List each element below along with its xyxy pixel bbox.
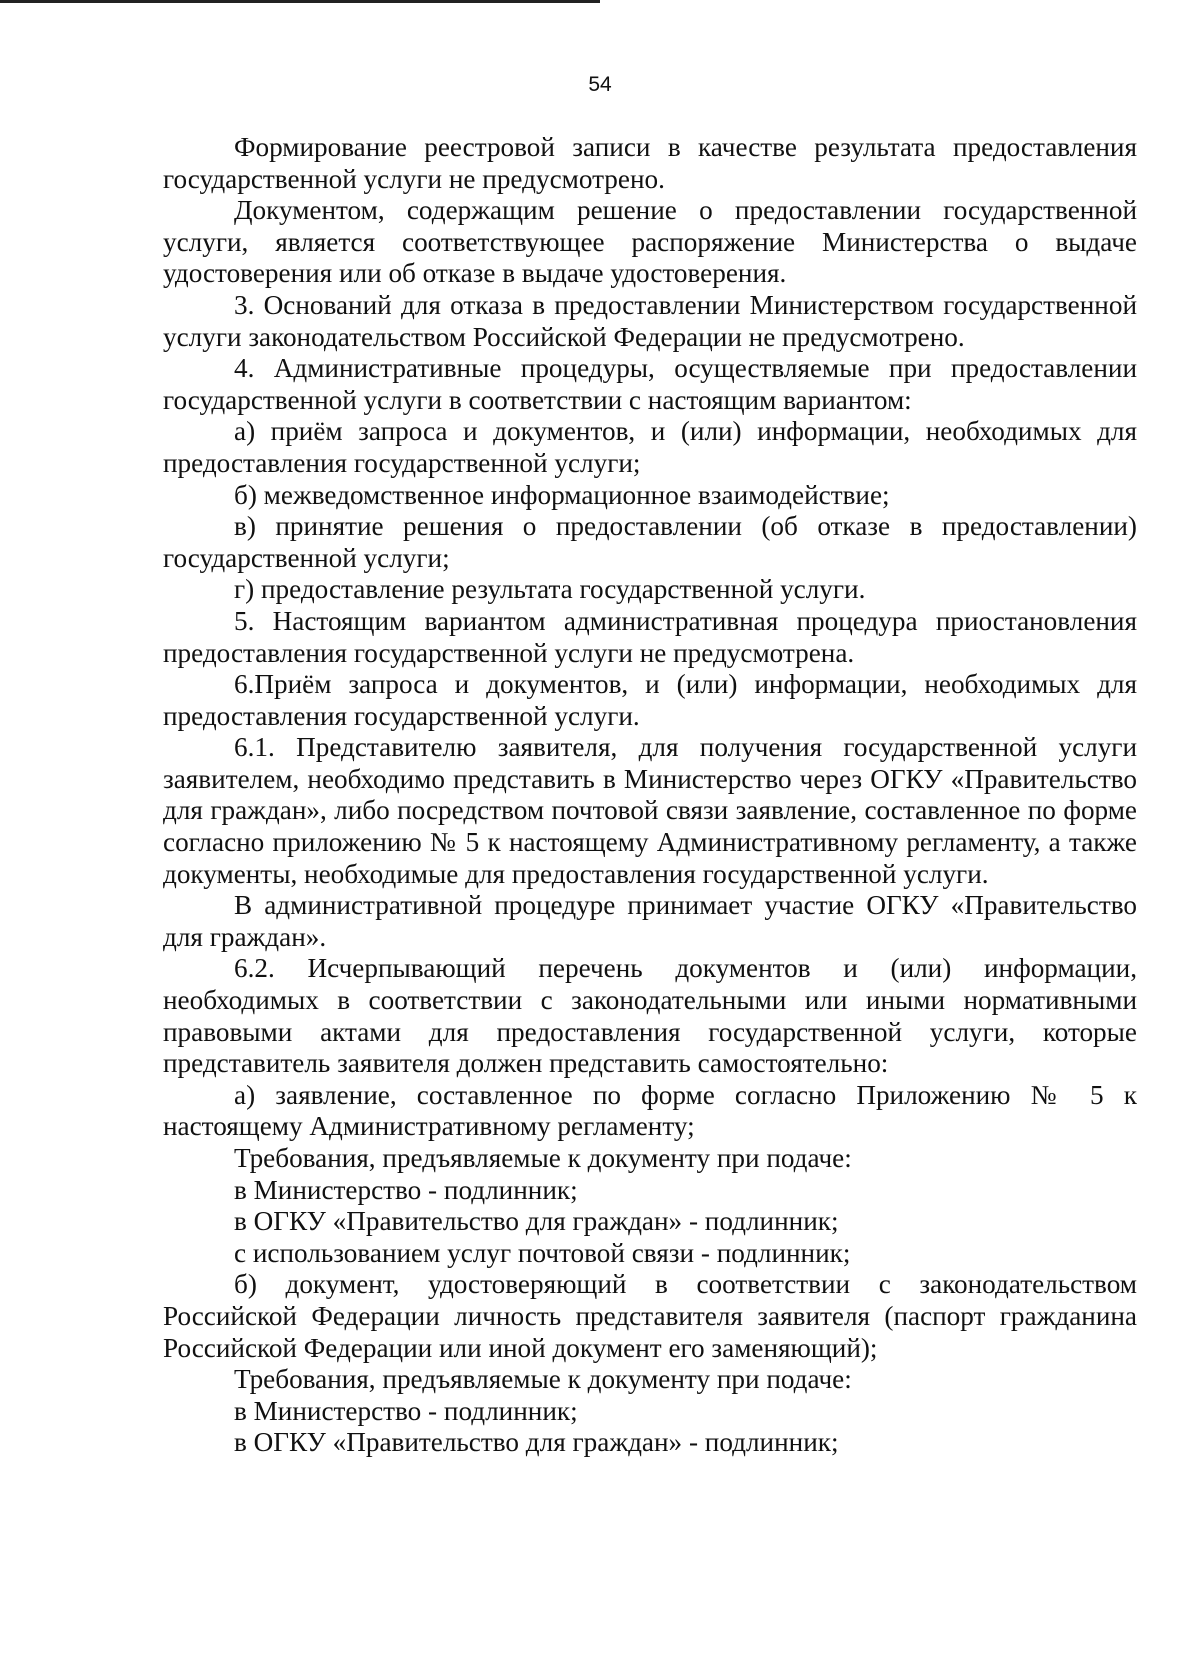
scan-edge-line xyxy=(0,0,600,3)
paragraph: а) приём запроса и документов, и (или) информации, необходимых для предоставления государственной услуги; xyxy=(163,416,1137,478)
paragraph: 6.2. Исчерпывающий перечень документов и (или) информации, необходимых в соответствии с законодательными или иными нормативными правовыми актами для предоставления государственной услуги, которые представитель заявителя должен представить самостоятельно: xyxy=(163,953,1137,1079)
paragraph: В административной процедуре принимает участие ОГКУ «Правительство для граждан». xyxy=(163,890,1137,952)
paragraph: г) предоставление результата государственной услуги. xyxy=(234,574,866,605)
paragraph: в) принятие решения о предоставлении (об отказе в предоставлении) государственной услуги; xyxy=(163,511,1137,573)
paragraph: 3. Оснований для отказа в предоставлении Министерством государственной услуги законодательством Российской Федерации не предусмотрено. xyxy=(163,289,1137,352)
paragraph: в ОГКУ «Правительство для граждан» - подлинник; xyxy=(234,1427,839,1458)
paragraph: а) заявление, составленное по форме согласно Приложению № 5 к настоящему Административному регламенту; xyxy=(163,1079,1137,1142)
paragraph: 6.Приём запроса и документов, и (или) информации, необходимых для предоставления государственной услуги. xyxy=(163,669,1137,731)
paragraph: 5. Настоящим вариантом административная процедура приостановления предоставления государственной услуги не предусмотрена. xyxy=(163,605,1137,668)
paragraph: 4. Административные процедуры, осуществляемые при предоставлении государственной услуги в соответствии с настоящим вариантом: xyxy=(163,353,1137,415)
document-body xyxy=(163,132,1137,1459)
paragraph: б) документ, удостоверяющий в соответствии с законодательством Российской Федерации личность представителя заявителя (паспорт гражданина Российской Федерации или иной документ его заменяющий); xyxy=(163,1269,1137,1363)
paragraph: 6.1. Представителю заявителя, для получения государственной услуги заявителем, необходимо представить в Министерство через ОГКУ «Правительство для граждан», либо посредством почтовой связи заявление, составленное по форме согласно приложению № 5 к настоящему Административному регламенту, а также документы, необходимые для предоставления государственной услуги. xyxy=(163,732,1137,889)
paragraph: с использованием услуг почтовой связи - подлинник; xyxy=(234,1237,851,1268)
paragraph: Требования, предъявляемые к документу при подаче: xyxy=(234,1143,852,1173)
paragraph: в Министерство - подлинник; xyxy=(234,1174,578,1205)
page-number: 54 xyxy=(588,73,612,96)
paragraph: Формирование реестровой записи в качестве результата предоставления государственной услуги не предусмотрено. xyxy=(163,132,1137,194)
paragraph: Документом, содержащим решение о предоставлении государственной услуги, является соответствующее распоряжение Министерства о выдаче удостоверения или об отказе в выдаче удостоверения. xyxy=(163,195,1137,289)
paragraph: в ОГКУ «Правительство для граждан» - подлинник; xyxy=(234,1206,839,1237)
paragraph: в Министерство - подлинник; xyxy=(234,1395,578,1426)
paragraph: Требования, предъявляемые к документу при подаче: xyxy=(234,1364,852,1395)
paragraph: б) межведомственное информационное взаимодействие; xyxy=(234,479,890,510)
